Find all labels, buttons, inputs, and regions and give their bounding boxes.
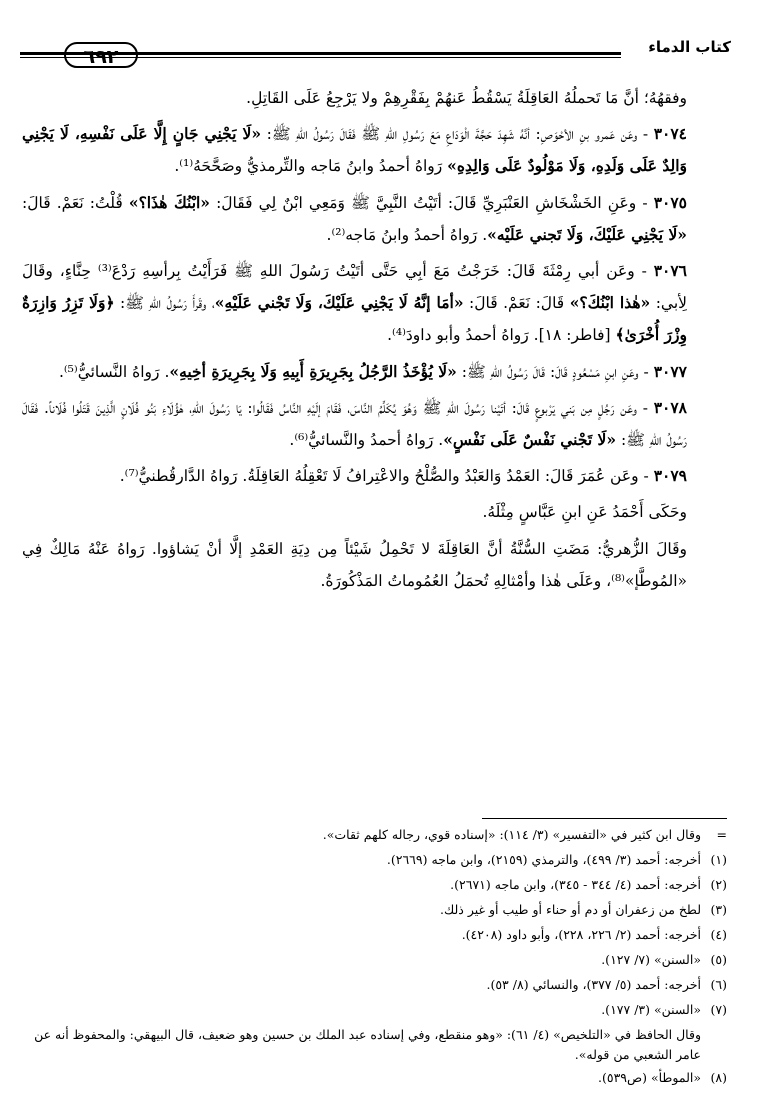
hadith-quote: «لَا تَجْني نَفْسٌ عَلَى نَفْسٍ»: [443, 430, 617, 450]
hadith-number: ٣٠٧٩: [653, 466, 687, 486]
hadith-3074: [22, 118, 733, 182]
hadith-source: [فاطر: ١٨]. رَواهُ أحمدُ وأبو داودَ⁽⁴⁾.: [387, 326, 616, 345]
footnote-text: «السنن» (٧/ ١٢٧).: [601, 952, 701, 967]
quran-verse: ﴿وَلَا تَزِرُ وَازِرَةٌ وِزْرَ أُخْرَىٰ﴾: [22, 293, 687, 345]
hadith-number: ٣٠٧٨: [653, 397, 687, 417]
hadith-text: قَالَ: نَعَمْ. قَالَ:: [463, 294, 570, 313]
footnote-text: أخرجه: أحمد (٣/ ٤٩٩)، والترمذي (٢١٥٩)، وابن ماجه (٢٦٦٩).: [386, 852, 701, 867]
footnote: [22, 872, 727, 897]
footnote-continuation: [22, 1022, 727, 1065]
footnote: [22, 897, 727, 922]
footnote-text: وقال ابن كثير في «التفسير» (٣/ ١١٤): «إسناده قوي، رجاله كلهم ثقات».: [322, 827, 701, 842]
hadith-3078: [22, 392, 733, 456]
hadith-intro: - وعَنِ ابنِ مَسْعُودٍ قَالَ: قَالَ رَسُولُ اللهِ ﷺ:: [456, 362, 654, 381]
footnote: [22, 847, 727, 872]
main-text: [22, 82, 733, 601]
footnote-mark: (٢): [710, 877, 727, 892]
footnote-text: أخرجه: أحمد (٥/ ٣٧٧)، والنسائي (٨/ ٥٣).: [486, 977, 701, 992]
hadith-quote: «أمَا إنَّهُ لَا يَجْنِي عَلَيْكَ، وَلَا تَجْني عَلَيْهِ»: [214, 293, 464, 313]
footnote: [22, 922, 727, 947]
hadith-source: . رَواهُ النَّسائيُّ⁽⁵⁾.: [58, 362, 170, 381]
footnote-text: «الموطأ» (ص٥٣٩).: [598, 1070, 701, 1085]
hadith-number: ٣٠٧٥: [653, 192, 687, 212]
hadith-quote: «هٰذا ابْنُكَ؟»: [569, 293, 651, 313]
footnote-mark: (٨): [710, 1070, 727, 1085]
paragraph-zuhri: وقَالَ الزُّهريُّ: مَضَتِ السُّنَّةُ أنَّ العَاقِلَةَ لا تَحْمِلُ شَيْئاً مِن دِيَةِ العَمْدِ إلَّا أنْ يَشاؤوا. رَواهُ عَنْهُ مَالِكٌ فِي «المُوطَّإ»⁽⁸⁾، وعَلَى هٰذا وأمْثالِهِ تُحمَلُ العُمُوماتُ المَذْكُورَةُ.: [22, 539, 687, 590]
hadith-quote: «لَا يَجْنِي عَلَيْكَ، وَلَا تَجني عَلَيْه»: [487, 224, 687, 244]
paragraph-fiqh: وفقهُهُ؛ أنَّ مَا تَحملُهُ العَاقِلَةُ يَسْقُطُ عَنهُمْ بِفَقْرِهِمْ ولا يَرْجِعُ عَلَى القَاتِلِ.: [246, 89, 687, 107]
hadith-number: ٣٠٧٧: [653, 361, 687, 381]
header-rule-left-thin: [20, 57, 64, 58]
footnote-text: لطخ من زعفران أو دم أو حناء أو طيب أو غير ذلك.: [439, 902, 701, 917]
footnote-mark: [701, 1022, 727, 1065]
header-rule-left: [20, 52, 64, 55]
hadith-source: . رَواهُ أحمدُ وابنُ مَاجه⁽²⁾.: [326, 225, 488, 244]
hadith-intro: - وعَن عَمرو بنِ الأحْوَصِ: أنَّهُ شَهِدَ حَجَّةَ الْوَدَاعِ مَعَ رَسُولِ اللهِ ﷺ فَقَالَ رَسُولُ اللهِ ﷺ:: [261, 125, 654, 144]
hadith-source: رَواهُ أحمدُ وابنُ مَاجه والتِّرمذيُّ وصَحَّحَهُ⁽¹⁾.: [174, 157, 448, 176]
footnote-mark: (٦): [710, 977, 727, 992]
footnote-text: أخرجه: أحمد (٢/ ٢٢٦، ٢٢٨)، وأبو داود (٤٢٠٨).: [461, 927, 701, 942]
running-header-title: كتاب الدماء: [648, 38, 731, 56]
footnote-mark: (٥): [710, 952, 727, 967]
footnote-mark: (٤): [710, 927, 727, 942]
footnote: [22, 997, 727, 1022]
hadith-quote: «لَا يُؤْخَذُ الرَّجُلُ بِجَرِيرَةِ أَبِيهِ وَلَا بِجَرِيرَةِ أخِيهِ»: [169, 361, 457, 381]
hadith-text: - وعَن عُمَرَ قَالَ: العَمْدُ وَالعَبْدُ والصُّلْحُ والاعْتِرافُ لَا تَعْقِلُهُ العَاقِلَةُ. رَواهُ الدَّارقُطنيُّ⁽⁷⁾.: [119, 467, 654, 486]
hadith-number: ٣٠٧٦: [653, 261, 688, 281]
footnote-mark: (٧): [710, 1002, 727, 1017]
footnote-mark: (٣): [710, 902, 727, 917]
footnote-mark: =: [716, 827, 727, 842]
hadith-number: ٣٠٧٤: [653, 124, 687, 144]
hadith-3077: [22, 356, 733, 388]
paragraph-ibn-abbas: وحَكَى أَحْمَدُ عَنِ ابنِ عَبَّاسٍ مِثْلَهُ.: [482, 503, 687, 522]
hadith-text: ، وقَرأَ رَسُولُ اللهِ ﷺ:: [114, 294, 215, 313]
footnote-text: أخرجه: أحمد (٤/ ٣٤٤ - ٣٤٥)، وابن ماجه (٢٦٧١).: [450, 877, 701, 892]
hadith-3075: [22, 187, 733, 251]
footnote-mark: (١): [710, 852, 727, 867]
page-number: ٦٩٢: [64, 42, 138, 68]
footnote: [22, 822, 727, 847]
hadith-source: . رَواهُ أحمدُ والنَّسائيُّ⁽⁶⁾.: [289, 431, 444, 450]
footnote: [22, 1065, 727, 1090]
hadith-intro: - وعَن رَجُلٍ مِن بَني يَرْبوعٍ قَالَ: أتَيْنا رَسُولَ اللهِ ﷺ وَهُوَ يُكَلِّمُ النَّاسَ، فَقَامَ إلَيْهِ النَّاسُ فَقَالُوا: يَا رَسُولَ اللهِ، هٰؤُلَاءِ بَنُو فُلَانٍ الَّذِينَ قَتَلُوا فُلَاناً. فَقَالَ رَسُولُ اللهِ ﷺ:: [22, 398, 687, 450]
footnote-separator: [482, 818, 727, 819]
footnote-text: «السنن» (٣/ ١٧٧).: [601, 1002, 701, 1017]
hadith-text: قُلْتُ: نَعَمْ. قَالَ:: [22, 193, 129, 212]
hadith-quote: «لَا يَجْنِي جَانٍ إِلَّا عَلَى نَفْسِهِ، لَا يَجْنِي وَالِدٌ عَلَى وَلَدِهِ، وَلَا مَوْلُودٌ عَلَى وَالِدِهِ»: [22, 124, 687, 176]
hadith-intro: - وعَنِ الخَشْخَاشِ العَنْبَرِيِّ قَالَ: أتَيْتُ النَّبِيَّ ﷺ وَمَعِي ابْنٌ لِي فَقَالَ:: [210, 193, 654, 212]
hadith-3076: [22, 255, 733, 352]
footnotes: [22, 822, 727, 1090]
footnote-text: وقال الحافظ في «التلخيص» (٤/ ٦١): «وهو منقطع، وفي إسناده عبد الملك بن حسين وهو ضعيف، قال البيهقي: والمحفوظ أنه عن عامر الشعبي من قوله».: [34, 1027, 701, 1062]
hadith-intro: - وعَن أبي رِمْثَةَ قَالَ: خَرَجْتُ مَعَ أبِي حَتَّى أتَيْتُ رَسُولَ اللهِ ﷺ فَرَأَيْتُ بِرأسِهِ رَدْعَ⁽³⁾ حِنَّاءٍ، وقَالَ لِأبي:: [22, 262, 687, 313]
footnote: [22, 972, 727, 997]
hadith-quote: «ابْنُكَ هٰذَا؟»: [128, 192, 210, 212]
hadith-3079: [22, 460, 733, 492]
footnote: [22, 947, 727, 972]
